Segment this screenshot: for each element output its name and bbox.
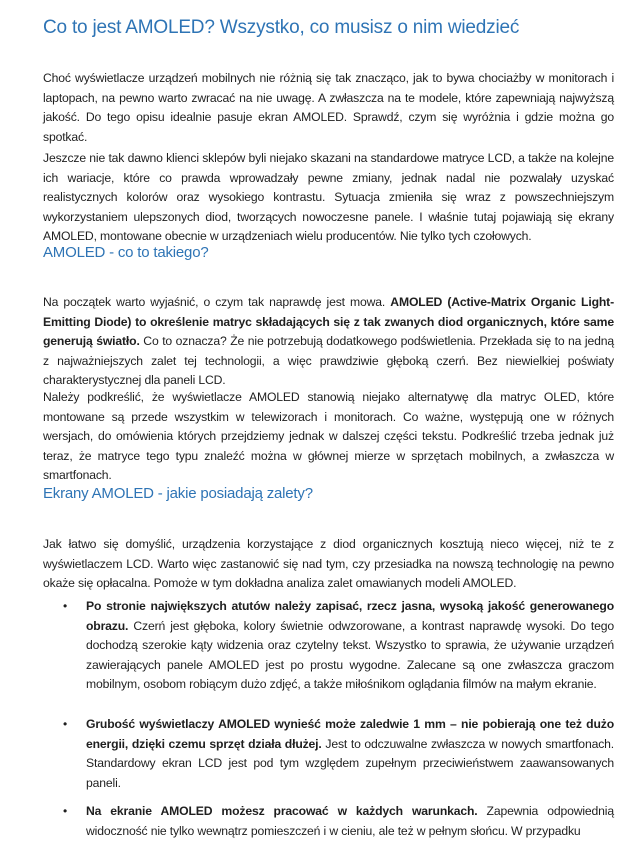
bullet-icon: • <box>63 804 68 818</box>
list-item <box>63 715 615 793</box>
list-item-bold: Grubość wyświetlaczy AMOLED wynieść może zaledwie 1 mm – nie pobierają one też dużo energii, dzięki czemu sprzęt działa dłużej. <box>86 717 614 751</box>
list-item-text: Czerń jest głęboka, kolory świetnie odwzorowane, a kontrast naprawdę wysoki. Do tego dochodzą szerokie kąty widzenia oraz czytelny tekst. Wszystko to sprawia, że używanie urządzeń zawierających panele AMOLED jest po prostu wygodne. Zalecane są one zwłaszcza graczom mobilnym, osobom robiącym dużo zdjęć, a także miłośnikom oglądania filmów na małym ekranie. <box>86 618 614 692</box>
list-item <box>63 802 614 841</box>
section1-p1-rest: Co to oznacza? Że nie potrzebują dodatkowego podświetlenia. Przekłada się to na jedną z najważniejszych zalet tej technologii, a więc prawdziwie głęboką czerń. Bez niewielkiej poświaty charakterystycznej dla paneli LCD. <box>43 334 614 388</box>
list-item <box>63 597 614 695</box>
list-item-bold: Na ekranie AMOLED możesz pracować w każdych warunkach. <box>86 804 478 818</box>
section2-paragraph-1: Jak łatwo się domyślić, urządzenia korzystające z diod organicznych kosztują nieco więcej, niż te z wyświetlaczem LCD. Warto więc zastanowić się nad tym, czy przesiadka na nowszą technologię na pewno okaże się opłacalna. Pomoże w tym dokładna analiza zalet omawianych modeli AMOLED. <box>43 537 614 591</box>
section-heading-what-is-amoled: AMOLED - co to takiego? <box>43 244 209 261</box>
section1-p1-lead: Na początek warto wyjaśnić, o czym tak naprawdę jest mowa. <box>43 295 391 309</box>
list-item-bold: Po stronie największych atutów należy zapisać, rzecz jasna, wysoką jakość generowanego obrazu. <box>86 599 614 633</box>
bullet-icon: • <box>63 599 68 613</box>
list-item-text: Zapewnia odpowiednią widoczność nie tylko wewnątrz pomieszczeń i w cieniu, ale też w pełnym słońcu. W przypadku <box>86 804 614 838</box>
intro-paragraph-1: Choć wyświetlacze urządzeń mobilnych nie różnią się tak znacząco, jak to bywa chociażby w monitorach i laptopach, na pewno warto zwracać na nie uwagę. A zwłaszcza na te modele, które zapewniają najwyższą jakość. Do tego opisu idealnie pasuje ekran AMOLED. Sprawdź, czym się wyróżnia i gdzie można go spotkać. <box>43 71 614 144</box>
section1-paragraph-2: Należy podkreślić, że wyświetlacze AMOLED stanowią niejako alternatywę dla matryc OLED, które montowane są przede wszystkim w telewizorach i monitorach. Co ważne, występują one w różnych wersjach, do omówienia których przejdziemy jednak w dalszej części tekstu. Podkreślić trzeba jednak już teraz, że matryce tego typu znaleźć można w głównej mierze w sprzętach mobilnych, a zwłaszcza w smartfonach. <box>43 390 614 483</box>
document-title: Co to jest AMOLED? Wszystko, co musisz o nim wiedzieć <box>43 17 520 38</box>
intro-paragraph-2: Jeszcze nie tak dawno klienci sklepów byli niejako skazani na standardowe matryce LCD, a także na kolejne ich wariacje, które co prawda wprowadzały pewne zmiany, jednak nadal nie pozwalały uzyskać realistycznych kolorów oraz wysokiego kontrastu. Sytuacja zmieniła się wraz z powszechniejszym wykorzystaniem ulepszonych diod, tworzących nowoczesne panele. I właśnie tutaj pojawiają się ekrany AMOLED, montowane obecnie w urządzeniach wielu producentów. Nie tylko tych czołowych. <box>43 151 614 244</box>
bullet-icon: • <box>63 717 68 731</box>
section1-p1-bold: AMOLED (Active-Matrix Organic Light-Emitting Diode) to określenie matryc składających się z tak zwanych diod organicznych, które same generują światło. <box>43 295 614 349</box>
section1-paragraph-1 <box>43 293 614 391</box>
section-heading-advantages: Ekrany AMOLED - jakie posiadają zalety? <box>43 485 313 502</box>
list-item-text: Jest to odczuwalne zwłaszcza w nowych smartfonach. Standardowy ekran LCD jest pod tym względem zupełnym przeciwieństwem zaawansowanych paneli. <box>86 736 615 790</box>
